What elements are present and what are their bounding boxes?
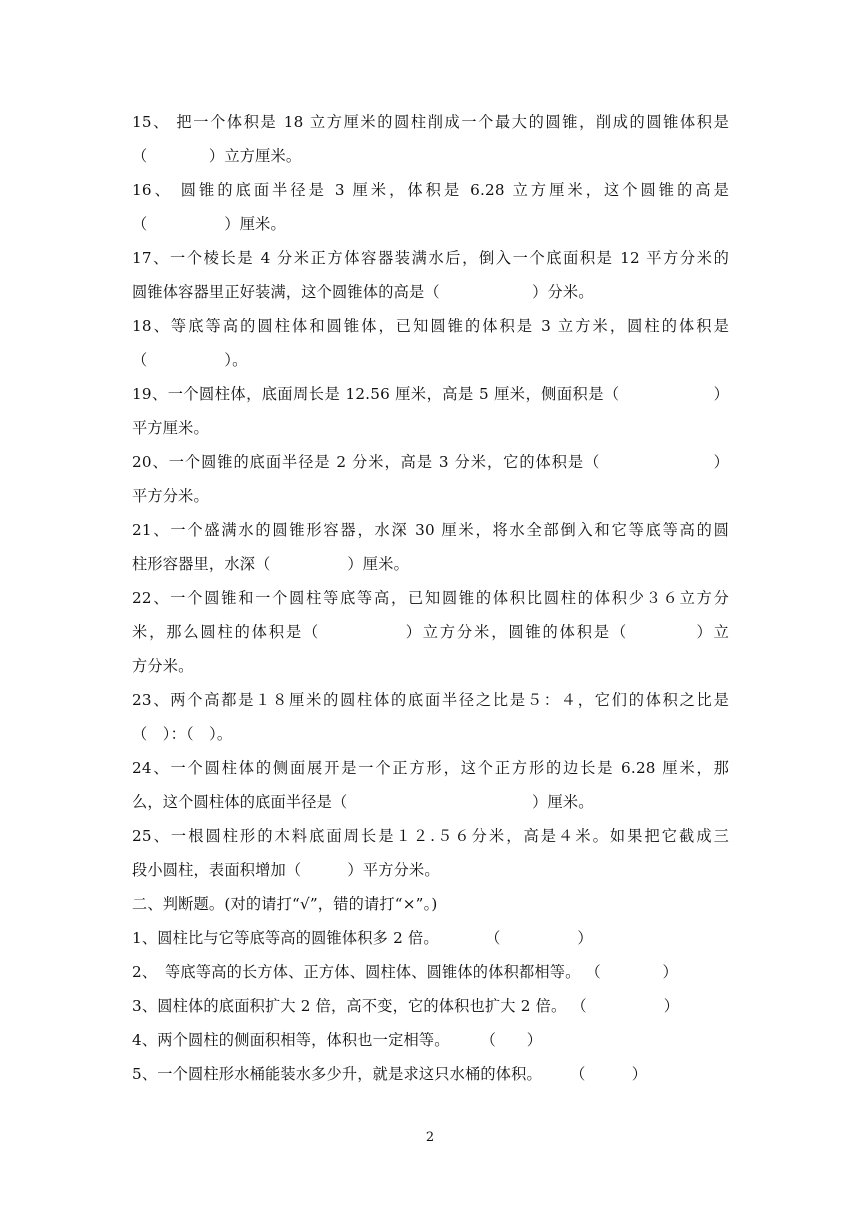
judge-item-3: 3、圆柱体的底面积扩大 2 倍，高不变，它的体积也扩大 2 倍。 （ ） <box>132 997 680 1015</box>
page-number: 2 <box>425 1130 435 1145</box>
judge-item-4: 4、两个圆柱的侧面积相等，体积也一定相等。 （ ） <box>132 1031 543 1049</box>
judge-item-2: 2、 等底等高的长方体、正方体、圆柱体、圆锥体的体积都相等。 （ ） <box>132 963 678 981</box>
judge-item-5: 5、一个圆柱形水桶能装水多少升，就是求这只水桶的体积。 （ ） <box>132 1065 648 1083</box>
question-25-line-1: 25、一根圆柱形的木料底面周长是１２.５６分米，高是４米。如果把它截成三 <box>132 827 729 845</box>
question-15-line-2: （ ）立方厘米。 <box>132 147 302 165</box>
question-24-line-2: 么，这个圆柱体的底面半径是（ ）厘米。 <box>132 793 594 811</box>
question-24-line-1: 24、一个圆柱体的侧面展开是一个正方形，这个正方形的边长是 6.28 厘米，那 <box>132 759 729 777</box>
judge-item-1: 1、圆柱比与它等底等高的圆锥体积多 2 倍。 （ ） <box>132 929 593 947</box>
question-19-line-1: 19、一个圆柱体，底面周长是 12.56 厘米，高是 5 厘米，侧面积是（ ） <box>132 385 729 403</box>
question-15-line-1: 15、 把一个体积是 18 立方厘米的圆柱削成一个最大的圆锥，削成的圆锥体积是 <box>132 113 729 131</box>
section-2-heading: 二、判断题。(对的请打“√”，错的请打“×”。) <box>132 895 438 913</box>
question-17-line-2: 圆锥体容器里正好装满，这个圆锥体的高是（ ）分米。 <box>132 283 594 301</box>
question-23-line-1: 23、两个高都是１８厘米的圆柱体的底面半径之比是５：４，它们的体积之比是 <box>132 691 729 709</box>
question-25-line-2: 段小圆柱，表面积增加（ ）平方分米。 <box>132 861 440 879</box>
question-17-line-1: 17、一个棱长是 4 分米正方体容器装满水后，倒入一个底面积是 12 平方分米的 <box>132 249 729 267</box>
question-18-line-2: （ ）。 <box>132 351 248 369</box>
question-23-line-2: （ ）：（ ）。 <box>132 725 233 743</box>
question-16-line-1: 16、 圆锥的底面半径是 3 厘米，体积是 6.28 立方厘米，这个圆锥的高是 <box>132 181 729 199</box>
question-20-line-2: 平方分米。 <box>132 487 209 505</box>
question-21-line-1: 21、一个盛满水的圆锥形容器，水深 30 厘米，将水全部倒入和它等底等高的圆 <box>132 521 729 539</box>
question-22-line-3: 方分米。 <box>132 657 194 675</box>
question-19-line-2: 平方厘米。 <box>132 419 209 437</box>
question-18-line-1: 18、等底等高的圆柱体和圆锥体，已知圆锥的体积是 3 立方米，圆柱的体积是 <box>132 317 729 335</box>
question-22-line-1: 22、一个圆锥和一个圆柱等底等高，已知圆锥的体积比圆柱的体积少３６立方分 <box>132 589 729 607</box>
question-22-line-2: 米，那么圆柱的体积是（ ）立方分米，圆锥的体积是（ ）立 <box>132 623 729 641</box>
question-21-line-2: 柱形容器里，水深（ ）厘米。 <box>132 555 409 573</box>
question-16-line-2: （ ）厘米。 <box>132 215 286 233</box>
question-20-line-1: 20、一个圆锥的底面半径是 2 分米，高是 3 分米，它的体积是（ ） <box>132 453 729 471</box>
